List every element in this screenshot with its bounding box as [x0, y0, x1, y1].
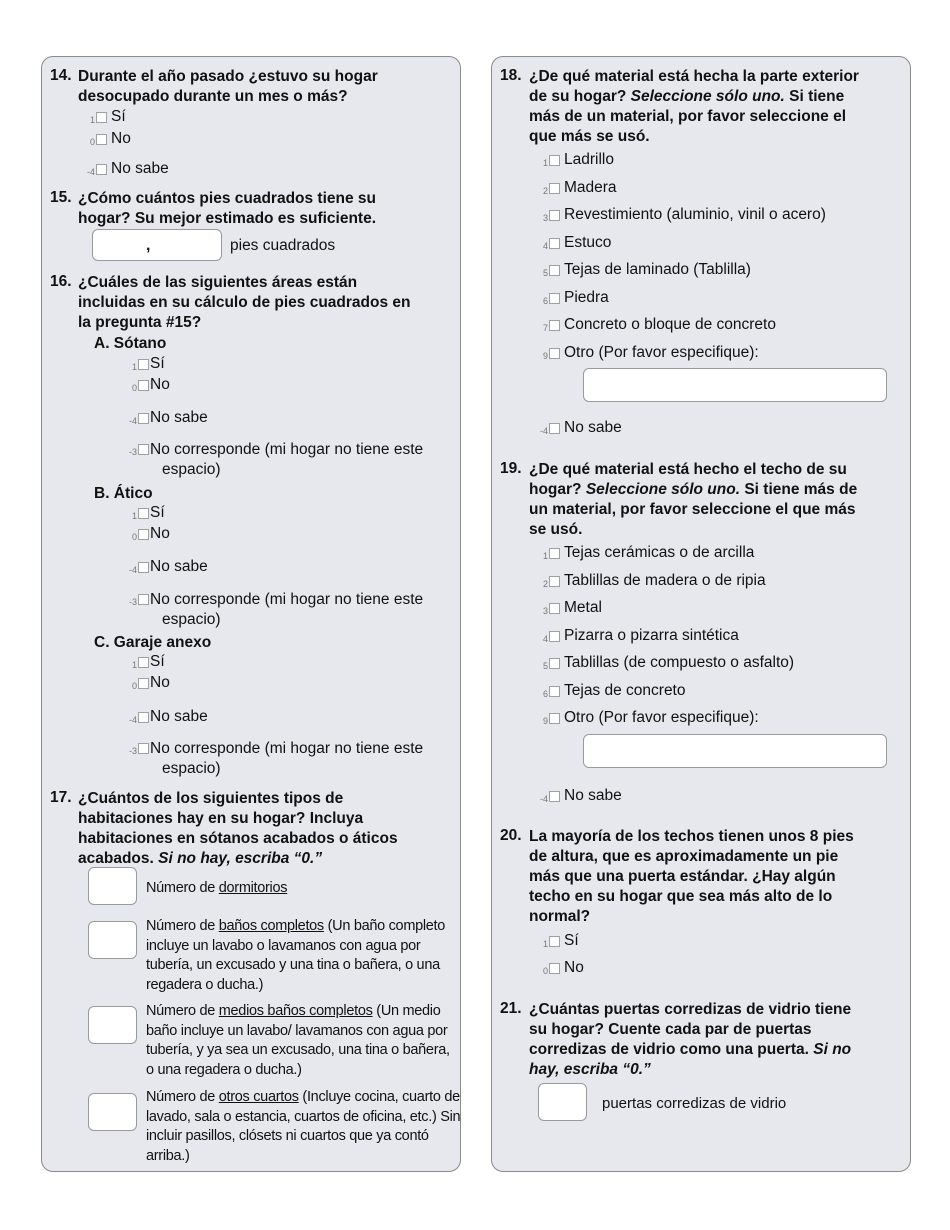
q19-text-line1: ¿De qué material está hecho el techo de su — [529, 461, 847, 478]
checkbox[interactable] — [138, 712, 149, 723]
q16c-option-yes[interactable] — [123, 653, 165, 671]
half-bathrooms-label: Número de medios baños completos (Un medio baño incluye un lavabo/ lavamanos con agua por tubería, y ya sea un excusado, una tina o bañera, o una regadera o ducha.) — [146, 1003, 450, 1078]
checkbox[interactable] — [549, 210, 560, 221]
q18-other-specify-input[interactable] — [583, 368, 887, 402]
q16-text-line1: ¿Cuáles de las siguientes áreas están — [78, 274, 358, 291]
q21-number: 21. — [500, 1000, 522, 1017]
q18-option-brick[interactable]: 1 Ladrillo — [542, 151, 614, 168]
q18-option-other[interactable]: 9 Otro (Por favor especifique): — [542, 344, 759, 361]
q16-section-basement-title: A. Sótano — [94, 335, 167, 352]
checkbox[interactable] — [138, 359, 149, 370]
option-label: Sí — [150, 355, 165, 372]
checkbox[interactable] — [138, 413, 149, 424]
checkbox[interactable] — [549, 713, 560, 724]
q16b-option-no[interactable] — [123, 525, 170, 543]
option-label-line2: espacio) — [162, 760, 221, 777]
option-code: 0 — [131, 681, 137, 691]
checkbox[interactable] — [549, 658, 560, 669]
checkbox[interactable] — [549, 155, 560, 166]
q17-text-line2: habitaciones hay en su hogar? Incluya — [78, 810, 364, 827]
q20-text-line3: más que una puerta estándar. ¿Hay algún — [529, 868, 836, 885]
q18-option-siding[interactable]: 3 Revestimiento (aluminio, vinil o acero) — [542, 206, 826, 223]
checkbox[interactable] — [549, 320, 560, 331]
square-feet-input[interactable] — [92, 229, 222, 261]
q18-option-stucco[interactable]: 4 Estuco — [542, 234, 612, 251]
other-rooms-count-input[interactable] — [88, 1093, 137, 1131]
q14-option-dont-know[interactable] — [81, 160, 169, 178]
option-code: 1 — [89, 115, 95, 125]
q21-text-line1: ¿Cuántas puertas corredizas de vidrio tiene — [529, 1001, 852, 1018]
bedrooms-label: Número de dormitorios — [146, 880, 288, 896]
full-bathrooms-count-input[interactable] — [88, 921, 137, 959]
q18-text-line4: que más se usó. — [529, 128, 650, 145]
option-label-line1: No corresponde (mi hogar no tiene este — [150, 441, 424, 458]
q19-option-slate[interactable]: 4 Pizarra o pizarra sintética — [542, 627, 739, 644]
checkbox[interactable] — [138, 678, 149, 689]
q17-text-line1: ¿Cuántos de los siguientes tipos de — [78, 790, 344, 807]
q19-number: 19. — [500, 460, 522, 477]
q18-option-wood[interactable]: 2 Madera — [542, 179, 617, 196]
q15-number: 15. — [50, 189, 72, 206]
option-code: 0 — [89, 137, 95, 147]
q18-text-line1: ¿De qué material está hecha la parte exterior — [529, 68, 859, 85]
q16c-option-dont-know[interactable] — [123, 708, 208, 726]
checkbox[interactable] — [549, 348, 560, 359]
checkbox[interactable] — [549, 576, 560, 587]
half-bathrooms-count-input[interactable] — [88, 1006, 137, 1044]
q17-number: 17. — [50, 789, 72, 806]
option-code: 0 — [131, 383, 137, 393]
q20-text-line4: techo en su hogar que sea más alto de lo — [529, 888, 833, 905]
q18-option-concrete[interactable]: 7 Concreto o bloque de concreto — [542, 316, 776, 333]
checkbox[interactable] — [138, 657, 149, 668]
option-label-line1: No corresponde (mi hogar no tiene este — [150, 591, 424, 608]
q21-text-line2: su hogar? Cuente cada par de puertas — [529, 1021, 812, 1038]
q19-text-line3: un material, por favor seleccione el que más — [529, 501, 856, 518]
checkbox[interactable] — [138, 508, 149, 519]
q14-option-yes[interactable] — [81, 108, 126, 126]
q16-text-line2: incluidas en su cálculo de pies cuadrados en — [78, 294, 411, 311]
checkbox[interactable] — [549, 791, 560, 802]
q18-option-shingle[interactable]: 5 Tejas de laminado (Tablilla) — [542, 261, 751, 278]
q17-text-line4: acabados. Si no hay, escriba “0.” — [78, 850, 323, 867]
q19-option-ceramic[interactable]: 1 Tejas cerámicas o de arcilla — [542, 544, 755, 561]
q14-option-no[interactable] — [81, 130, 131, 148]
option-label: No sabe — [150, 708, 208, 725]
q16-section-garage-title: C. Garaje anexo — [94, 634, 212, 651]
checkbox[interactable] — [96, 134, 107, 145]
q20-text-line1: La mayoría de los techos tienen unos 8 pies — [529, 828, 854, 845]
q19-option-other[interactable]: 9 Otro (Por favor especifique): — [542, 709, 759, 726]
q16b-option-not-applicable[interactable] — [123, 590, 423, 630]
q16a-option-dont-know[interactable] — [123, 409, 208, 427]
checkbox[interactable] — [549, 265, 560, 276]
option-code: -4 — [128, 416, 137, 426]
checkbox[interactable] — [138, 594, 149, 605]
q21-text-line3: corredizas de vidrio como una puerta. Si no — [529, 1041, 852, 1058]
checkbox[interactable] — [138, 529, 149, 540]
option-label: No — [150, 674, 170, 691]
q16b-option-yes[interactable] — [123, 504, 165, 522]
q16-number: 16. — [50, 273, 72, 290]
checkbox[interactable] — [96, 164, 107, 175]
option-code: -4 — [128, 565, 137, 575]
checkbox[interactable] — [138, 743, 149, 754]
checkbox[interactable] — [138, 444, 149, 455]
q20-text-line5: normal? — [529, 908, 591, 925]
option-code: -4 — [86, 167, 95, 177]
q16a-option-yes[interactable] — [123, 355, 165, 373]
option-label-line2: espacio) — [162, 461, 221, 478]
q16a-option-not-applicable[interactable] — [123, 440, 423, 480]
q15-text-line2: hogar? Su mejor estimado es suficiente. — [78, 210, 377, 227]
other-rooms-label: Número de otros cuartos (Incluye cocina, cuarto de lavado, sala o estancia, cuartos de oficina, etc.) Sin incluir pasillos, clósets ni cuartos que ya contó arriba.) — [146, 1089, 461, 1164]
q20-option-no[interactable]: 0 No — [542, 959, 584, 976]
q14-number: 14. — [50, 67, 72, 84]
checkbox[interactable] — [549, 423, 560, 434]
option-code: -4 — [128, 715, 137, 725]
option-label-line1: No corresponde (mi hogar no tiene este — [150, 740, 424, 757]
option-code: -3 — [128, 746, 137, 756]
option-label: Sí — [111, 108, 126, 125]
option-code: -3 — [128, 597, 137, 607]
q16-section-attic-title: B. Ático — [94, 485, 153, 502]
full-bathrooms-label: Número de baños completos (Un baño completo incluye un lavabo o lavamanos con agua por tubería, un excusado y una tina o bañera, o una regadera o ducha.) — [146, 918, 446, 993]
square-feet-unit-label: pies cuadrados — [230, 237, 336, 254]
q16-text-line3: la pregunta #15? — [78, 314, 202, 331]
q17-text-line3: habitaciones en sótanos acabados o áticos — [78, 830, 398, 847]
q20-option-yes[interactable]: 1 Sí — [542, 932, 579, 949]
option-label: Sí — [150, 504, 165, 521]
checkbox[interactable] — [549, 183, 560, 194]
option-label: No — [150, 525, 170, 542]
q16b-option-dont-know[interactable] — [123, 558, 208, 576]
bedrooms-count-input[interactable] — [88, 867, 137, 905]
q14-text-line1: Durante el año pasado ¿estuvo su hogar — [78, 68, 378, 85]
option-label: No sabe — [150, 409, 208, 426]
q19-option-wood-shake[interactable]: 2 Tablillas de madera o de ripia — [542, 572, 766, 589]
q20-number: 20. — [500, 827, 522, 844]
q16c-option-no[interactable] — [123, 674, 170, 692]
option-label: No — [150, 376, 170, 393]
checkbox[interactable] — [549, 686, 560, 697]
option-label: No — [111, 130, 131, 147]
checkbox[interactable] — [549, 963, 560, 974]
square-feet-comma: , — [146, 237, 151, 254]
option-label: No sabe — [150, 558, 208, 575]
q19-option-concrete-tile[interactable]: 6 Tejas de concreto — [542, 682, 686, 699]
q15-text-line1: ¿Cómo cuántos pies cuadrados tiene su — [78, 190, 377, 207]
q19-option-dont-know[interactable]: -4 No sabe — [539, 787, 622, 804]
q18-text-line3: más de un material, por favor seleccione el — [529, 108, 847, 125]
checkbox[interactable] — [96, 112, 107, 123]
q16c-option-not-applicable[interactable] — [123, 739, 423, 779]
q19-option-asphalt[interactable]: 5 Tablillas (de compuesto o asfalto) — [542, 654, 795, 671]
option-label: Sí — [150, 653, 165, 670]
sliding-doors-unit-label: puertas corredizas de vidrio — [602, 1095, 787, 1112]
q16a-option-no[interactable] — [123, 376, 170, 394]
sliding-doors-count-input[interactable] — [538, 1083, 587, 1121]
checkbox[interactable] — [549, 936, 560, 947]
q14-text-line2: desocupado durante un mes o más? — [78, 88, 348, 105]
option-code: -3 — [128, 447, 137, 457]
q19-text-line4: se usó. — [529, 521, 583, 538]
q18-option-dont-know[interactable]: -4 No sabe — [539, 419, 622, 436]
checkbox[interactable] — [138, 562, 149, 573]
q18-option-stone[interactable]: 6 Piedra — [542, 289, 609, 306]
q21-text-line4: hay, escriba “0.” — [529, 1061, 651, 1078]
option-code: 1 — [131, 362, 137, 372]
q20-text-line2: de altura, que es aproximadamente un pie — [529, 848, 839, 865]
checkbox[interactable] — [549, 603, 560, 614]
checkbox[interactable] — [549, 548, 560, 559]
option-label: No sabe — [111, 160, 169, 177]
q19-other-specify-input[interactable] — [583, 734, 887, 768]
checkbox[interactable] — [549, 238, 560, 249]
q18-number: 18. — [500, 67, 522, 84]
option-code: 1 — [131, 660, 137, 670]
q18-text-line2: de su hogar? Seleccione sólo uno. Si tiene — [529, 88, 845, 105]
q19-option-metal[interactable]: 3 Metal — [542, 599, 602, 616]
checkbox[interactable] — [549, 631, 560, 642]
option-code: 0 — [131, 532, 137, 542]
option-code: 1 — [131, 511, 137, 521]
option-label-line2: espacio) — [162, 611, 221, 628]
checkbox[interactable] — [549, 293, 560, 304]
q19-text-line2: hogar? Seleccione sólo uno. Si tiene más de — [529, 481, 858, 498]
checkbox[interactable] — [138, 380, 149, 391]
